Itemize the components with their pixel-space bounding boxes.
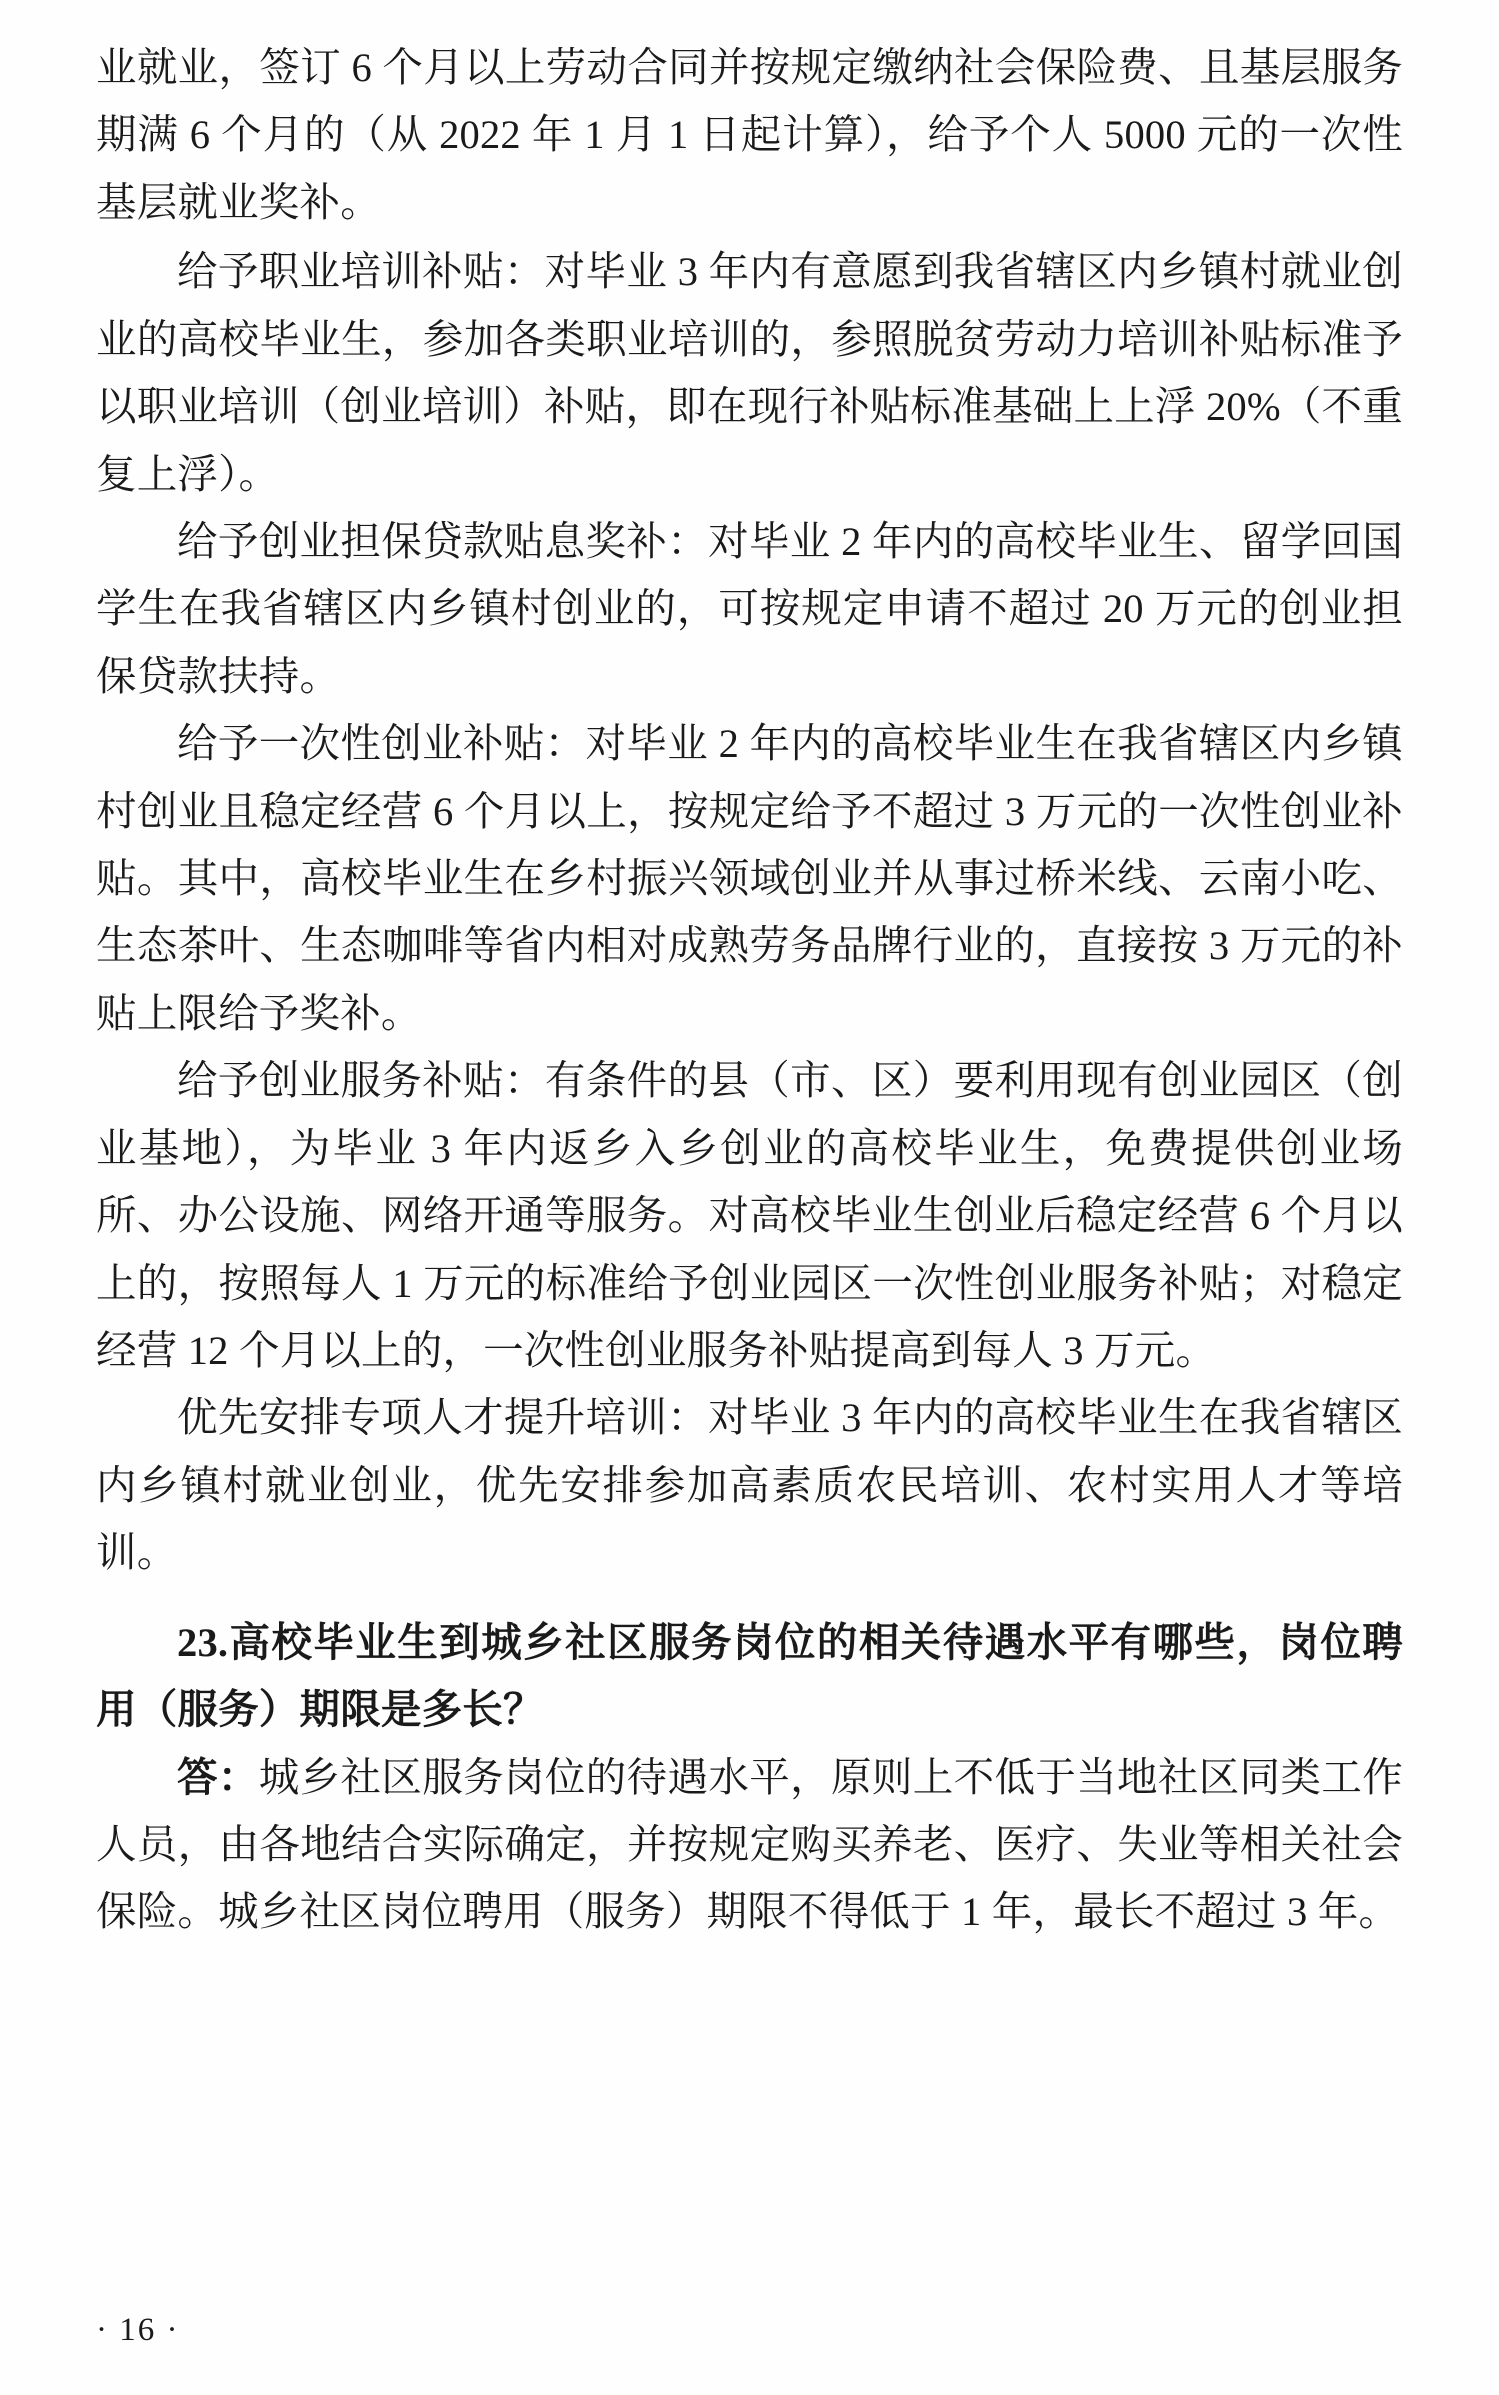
paragraph-one-time-startup-subsidy: 给予一次性创业补贴：对毕业 2 年内的高校毕业生在我省辖区内乡镇村创业且稳定经营 6 个月以上，按规定给予不超过 3 万元的一次性创业补贴。其中，高校毕业生在乡村振兴领域创业并从事过桥米线、云南小吃、生态茶叶、生态咖啡等省内相对成熟劳务品牌行业的，直接按 3 万元的补贴上限给予奖补。 <box>96 721 1403 1036</box>
paragraph-startup-service-subsidy: 给予创业服务补贴：有条件的县（市、区）要利用现有创业园区（创业基地），为毕业 3 年内返乡入乡创业的高校毕业生，免费提供创业场所、办公设施、网络开通等服务。对高校毕业生创业后稳定经营 6 个月以上的，按照每人 1 万元的标准给予创业园区一次性创业服务补贴；对稳定经营 12 个月以上的，一次性创业服务补贴提高到每人 3 万元。 <box>96 1058 1403 1374</box>
page-number: · 16 · <box>96 2312 180 2348</box>
paragraph-vocational-training-subsidy: 给予职业培训补贴：对毕业 3 年内有意愿到我省辖区内乡镇村就业创业的高校毕业生，参加各类职业培训的，参照脱贫劳动力培训补贴标准予以职业培训（创业培训）补贴，即在现行补贴标准基础上上浮 20%（不重复上浮）。 <box>96 249 1403 497</box>
answer-paragraph <box>96 1744 1403 1946</box>
page-body <box>96 34 1403 1946</box>
answer-text: 城乡社区服务岗位的待遇水平，原则上不低于当地社区同类工作人员，由各地结合实际确定，并按规定购买养老、医疗、失业等相关社会保险。城乡社区岗位聘用（服务）期限不得低于 1 年，最长不超过 3 年。 <box>96 1754 1403 1935</box>
paragraph-continuation: 业就业，签订 6 个月以上劳动合同并按规定缴纳社会保险费、且基层服务期满 6 个月的（从 2022 年 1 月 1 日起计算），给予个人 5000 元的一次性基层就业奖补。 <box>96 45 1403 225</box>
answer-lead: 答： <box>177 1754 259 1800</box>
paragraph-priority-talent-training: 优先安排专项人才提升培训：对毕业 3 年内的高校毕业生在我省辖区内乡镇村就业创业，优先安排参加高素质农民培训、农村实用人才等培训。 <box>96 1395 1403 1576</box>
paragraph-startup-guarantee-loan: 给予创业担保贷款贴息奖补：对毕业 2 年内的高校毕业生、留学回国学生在我省辖区内乡镇村创业的，可按规定申请不超过 20 万元的创业担保贷款扶持。 <box>96 518 1403 699</box>
question-number: 23. <box>177 1619 229 1665</box>
question-heading <box>96 1609 1403 1744</box>
question-text: 高校毕业生到城乡社区服务岗位的相关待遇水平有哪些，岗位聘用（服务）期限是多长？ <box>96 1619 1403 1733</box>
